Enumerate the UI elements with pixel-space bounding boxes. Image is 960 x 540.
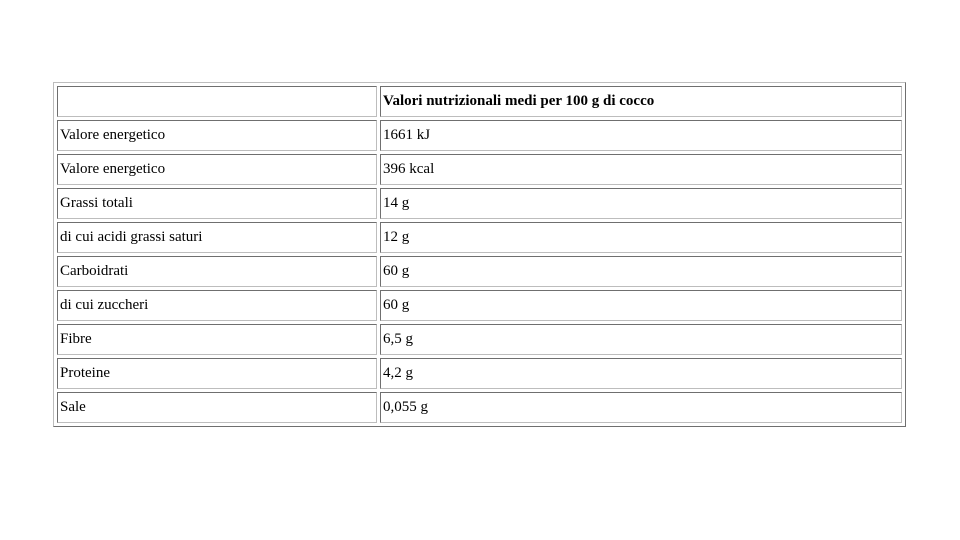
nutrient-value: 4,2 g [380,358,902,389]
header-empty-cell [57,86,377,117]
nutrient-value: 12 g [380,222,902,253]
nutrient-value: 1661 kJ [380,120,902,151]
nutrient-label: di cui acidi grassi saturi [57,222,377,253]
table-row [57,358,902,389]
nutrient-value: 60 g [380,256,902,287]
nutrient-value: 14 g [380,188,902,219]
table-header-row [57,86,902,117]
nutrient-value: 6,5 g [380,324,902,355]
nutrient-label: di cui zuccheri [57,290,377,321]
table-row [57,290,902,321]
nutrient-label: Carboidrati [57,256,377,287]
nutrient-label: Sale [57,392,377,423]
nutrient-label: Proteine [57,358,377,389]
nutrient-label: Valore energetico [57,154,377,185]
table-row [57,154,902,185]
nutrient-label: Valore energetico [57,120,377,151]
nutrient-value: 60 g [380,290,902,321]
nutrition-facts-table [53,82,906,427]
table-row [57,256,902,287]
table-row [57,222,902,253]
nutrient-value: 396 kcal [380,154,902,185]
header-title-cell: Valori nutrizionali medi per 100 g di cocco [380,86,902,117]
table-row [57,324,902,355]
table-row [57,120,902,151]
table-row [57,188,902,219]
nutrient-value: 0,055 g [380,392,902,423]
nutrient-label: Grassi totali [57,188,377,219]
nutrient-label: Fibre [57,324,377,355]
table-row [57,392,902,423]
